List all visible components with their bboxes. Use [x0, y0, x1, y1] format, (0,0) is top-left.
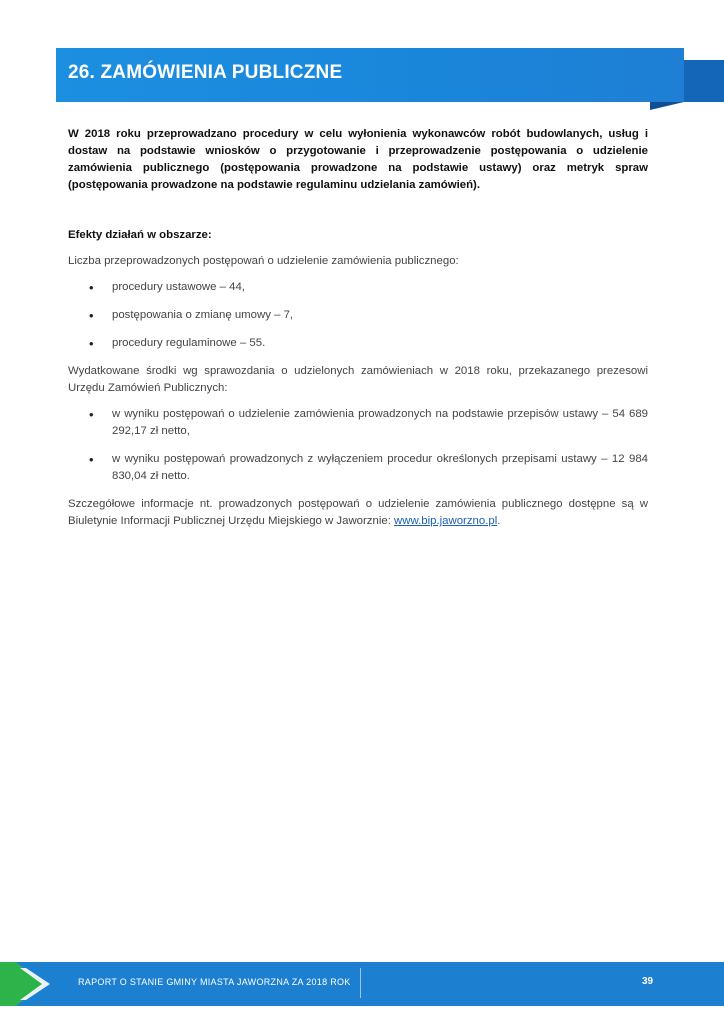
list-item: • w wyniku postępowań prowadzonych z wyłączeniem procedur określonych przepisami ustawy – 12 984 830,04 zł netto.	[89, 452, 648, 482]
chevron-right-icon	[0, 962, 60, 1006]
intro-paragraph: W 2018 roku przeprowadzano procedury w celu wyłonienia wykonawców robót budowlanych, usług i dostaw na podstawie wniosków o przygotowanie i przeprowadzenie postępowania o udzielenie zamówienia publicznego (postępowania prowadzone na podstawie ustawy) oraz metryk spraw (postępowania prowadzone na podstawie regulaminu udzielania zamówień).	[68, 128, 648, 191]
bip-link[interactable]: www.bip.jaworzno.pl	[394, 515, 498, 527]
page-number: 39	[642, 976, 654, 987]
list-item: • procedury ustawowe – 44,	[89, 280, 245, 295]
effects-heading: Efekty działań w obszarze:	[68, 229, 212, 241]
details-paragraph: Szczegółowe informacje nt. prowadzonych postępowań o udzielenie zamówienia publicznego dostępne są w Biuletynie Informacji Publicznej Urzędu Miejskiego w Jaworznie: www.bip.jaworzno.pl.	[68, 498, 648, 527]
content-body	[68, 126, 648, 539]
header-fold	[650, 102, 684, 110]
count-intro: Liczba przeprowadzonych postępowań o udzielenie zamówienia publicznego:	[68, 255, 459, 267]
bullet-icon: •	[89, 407, 94, 422]
bullet-icon: •	[89, 280, 94, 295]
header-tab	[684, 60, 724, 102]
footer-divider	[360, 968, 361, 998]
spending-list	[68, 406, 648, 485]
bullet-icon: •	[89, 308, 94, 323]
footer-title: RAPORT O STANIE GMINY MIASTA JAWORZNA ZA 2018 ROK	[78, 977, 351, 987]
count-list	[68, 279, 648, 352]
bullet-icon: •	[89, 336, 94, 351]
page-title: 26. ZAMÓWIENIA PUBLICZNE	[68, 62, 343, 83]
list-item: • postępowania o zmianę umowy – 7,	[89, 308, 294, 323]
list-item: • w wyniku postępowań o udzielenie zamówienia prowadzonych na podstawie przepisów ustawy – 54 689 292,17 zł netto,	[89, 407, 648, 437]
spending-intro: Wydatkowane środki wg sprawozdania o udzielonych zamówieniach w 2018 roku, przekazanego prezesowi Urzędu Zamówień Publicznych:	[68, 365, 648, 394]
bullet-icon: •	[89, 452, 94, 467]
list-item: • procedury regulaminowe – 55.	[89, 336, 266, 351]
